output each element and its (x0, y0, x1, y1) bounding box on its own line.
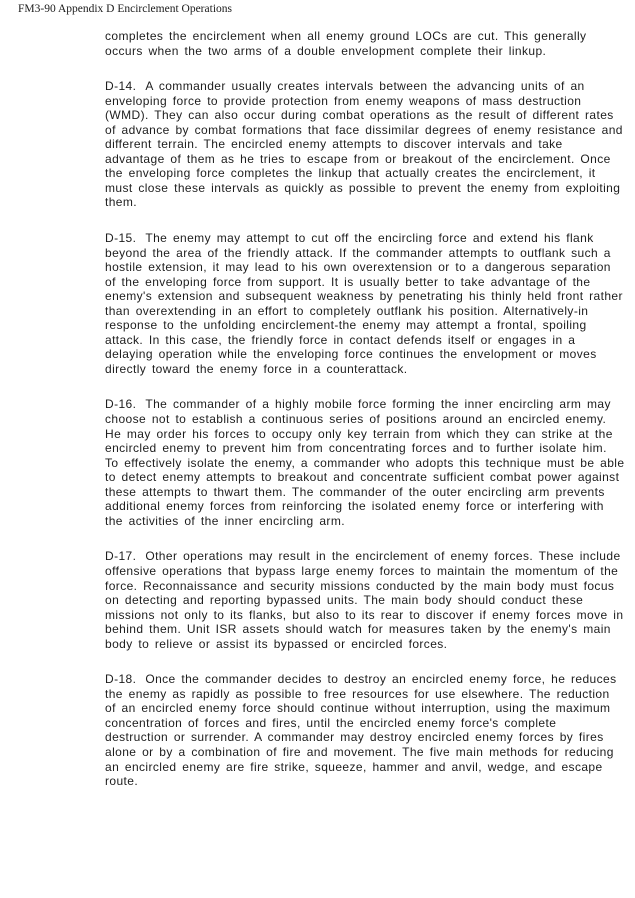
paragraph-text: Other operations may result in the encirclement of enemy forces. These include offensive operations that bypass large enemy forces to maintain the momentum of the force. Reconnaissance and security missions conducted by the main body must focus on detecting and reporting bypassed units. The main body should conduct these missions not only to its flanks, but also to its rear to discover if enemy forces move in behind them. Unit ISR assets should watch for measures taken by the enemy's main body to relieve or assist its bypassed or encircled forces. (105, 549, 624, 651)
paragraph-label: D-17. (105, 549, 137, 564)
document-body (105, 29, 625, 810)
paragraph-text: The enemy may attempt to cut off the encircling force and extend his flank beyond the area of the friendly attack. If the commander attempts to outflank such a hostile extension, it may lead to his own overextension or to a dangerous separation of the enveloping force from support. It is usually better to take advantage of the enemy's extension and subsequent weakness by penetrating his thinly held front rather than overextending in an effort to completely outflank his position. Alternatively-in response to the unfolding encirclement-the enemy may attempt a frontal, spoiling attack. In this case, the friendly force in contact defends itself or engages in a delaying operation while the enveloping force continues the envelopment or moves directly toward the enemy force in a counterattack. (105, 231, 623, 376)
paragraph-label: D-15. (105, 231, 137, 246)
paragraph-text: The commander of a highly mobile force forming the inner encircling arm may choose not to establish a continuous series of positions around an encircled enemy. He may order his forces to occupy only key terrain from which they can strike at the encircled enemy to prevent him from concentrating forces and to further isolate him. To effectively isolate the enemy, a commander who adopts this technique must be able to detect enemy attempts to breakout and concentrate sufficient combat power against these attempts to thwart them. The commander of the outer encircling arm prevents additional enemy forces from reinforcing the isolated enemy force or interfering with the activities of the inner encircling arm. (105, 397, 625, 528)
paragraph (105, 397, 625, 528)
paragraph (105, 672, 625, 788)
page-header: FM3-90 Appendix D Encirclement Operations (18, 3, 232, 15)
paragraph (105, 29, 625, 58)
paragraph (105, 79, 625, 210)
paragraph (105, 549, 625, 651)
paragraph-text: A commander usually creates intervals between the advancing units of an enveloping force to provide protection from enemy weapons of mass destruction (WMD). They can also occur during combat operations as the result of different rates of advance by combat formations that face dissimilar degrees of enemy resistance and different terrain. The encircled enemy attempts to discover intervals and take advantage of them as he tries to escape from or breakout of the encirclement. Once the enveloping force completes the linkup that actually creates the encirclement, it must close these intervals as quickly as possible to prevent the enemy from exploiting them. (105, 79, 623, 210)
paragraph-label: D-14. (105, 79, 137, 94)
paragraph-text: Once the commander decides to destroy an encircled enemy force, he reduces the enemy as rapidly as possible to free resources for use elsewhere. The reduction of an encircled enemy force should continue without interruption, using the maximum concentration of forces and fires, until the encircled enemy force's complete destruction or surrender. A commander may destroy encircled enemy forces by fires alone or by a combination of fire and movement. The five main methods for reducing an encircled enemy are fire strike, squeeze, hammer and anvil, wedge, and escape route. (105, 672, 617, 789)
paragraph-label: D-16. (105, 397, 137, 412)
paragraph-text: completes the encirclement when all enemy ground LOCs are cut. This generally occurs when the two arms of a double envelopment complete their linkup. (105, 29, 587, 58)
paragraph (105, 231, 625, 376)
paragraph-label: D-18. (105, 672, 137, 687)
